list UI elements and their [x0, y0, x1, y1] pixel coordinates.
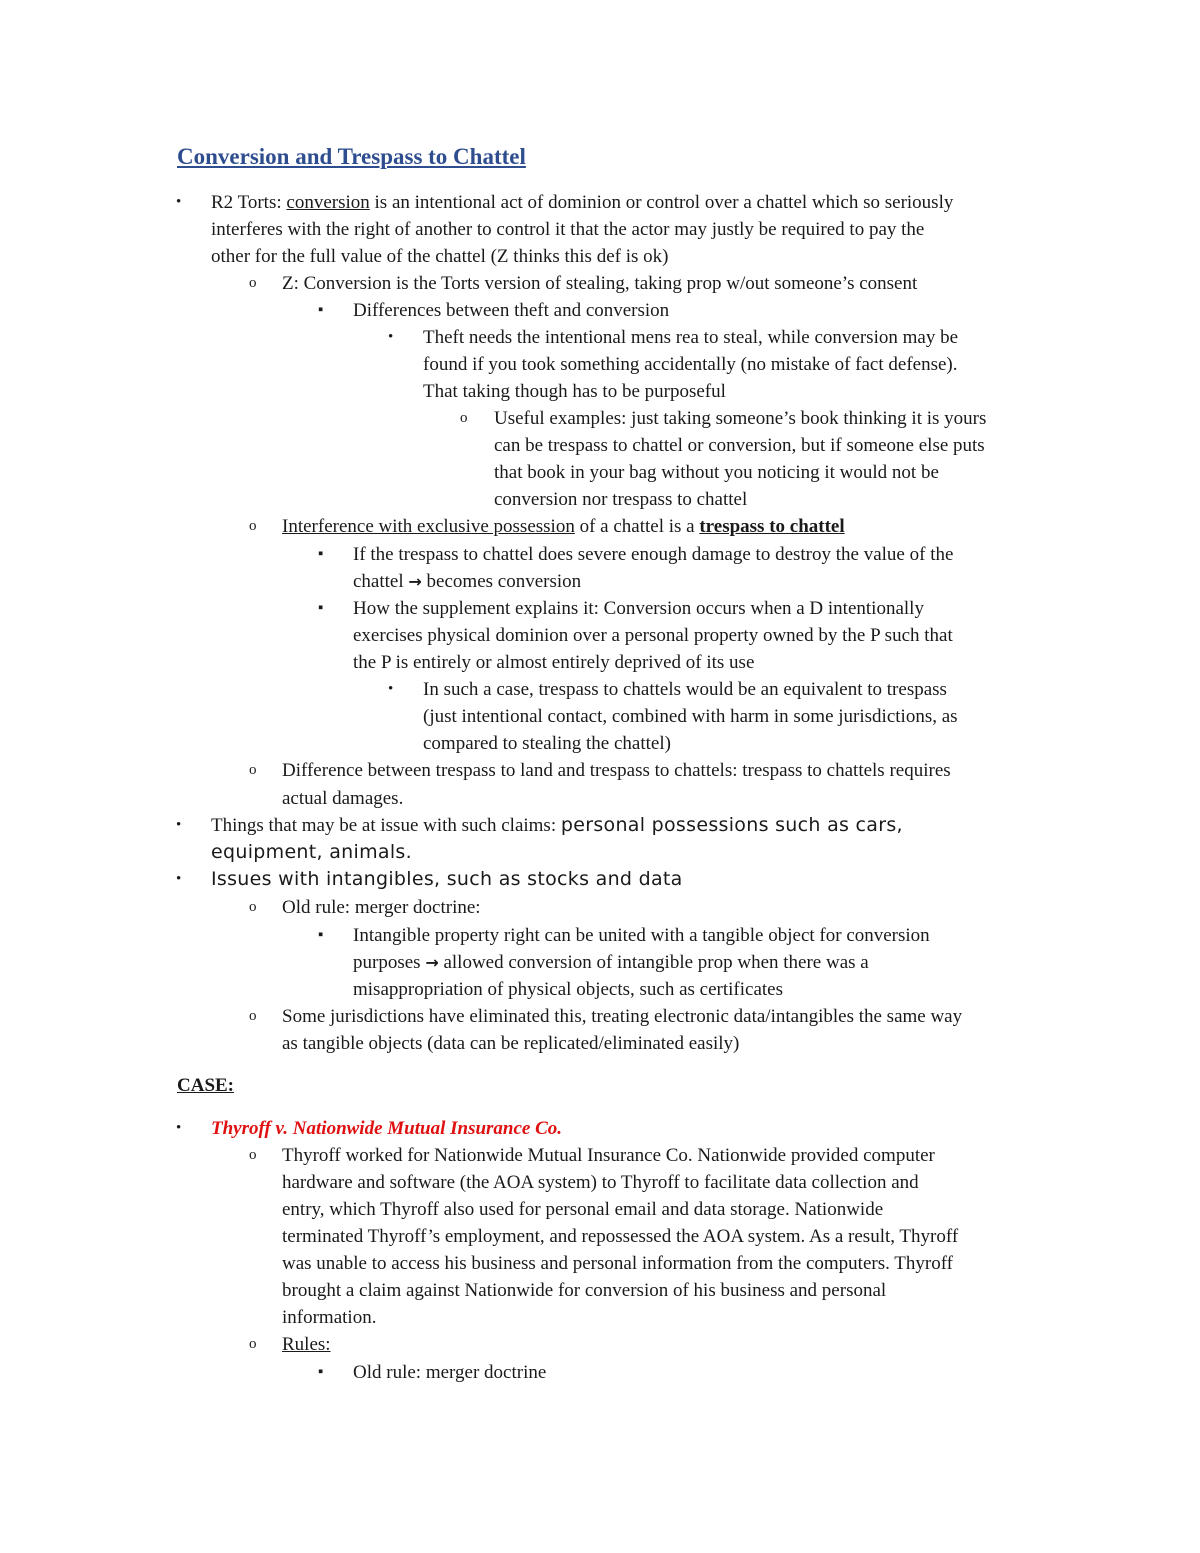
list-item: Things that may be at issue with such claims: personal possessions such as cars, [211, 814, 903, 836]
case-facts-line: was unable to access his business and personal information from the computers. Thyroff [282, 1253, 954, 1274]
bullet-icon: • [176, 1120, 182, 1136]
text-line: misappropriation of physical objects, such as certificates [353, 979, 784, 1000]
rules-label: Rules: [282, 1334, 331, 1355]
bullet-icon: ▪ [318, 1364, 324, 1380]
list-item: Useful examples: just taking someone’s book thinking it is yours [494, 408, 987, 429]
text-line: as tangible objects (data can be replicated/eliminated easily) [282, 1033, 740, 1054]
text-line: actual damages. [282, 788, 404, 809]
bullet-icon: o [249, 899, 257, 915]
list-item: Interference with exclusive possession of a chattel is a trespass to chattel [282, 516, 845, 537]
bullet-icon: • [388, 329, 394, 345]
list-item: Issues with intangibles, such as stocks and data [211, 868, 683, 890]
text-line: interferes with the right of another to control it that the actor may justly be required to pay the [211, 219, 925, 240]
bullet-icon: o [249, 1147, 257, 1163]
list-item: R2 Torts: conversion is an intentional act of dominion or control over a chattel which so seriously [211, 192, 954, 213]
text-line: conversion nor trespass to chattel [494, 489, 748, 510]
list-item: Theft needs the intentional mens rea to steal, while conversion may be [423, 327, 958, 348]
text-line: chattel → becomes conversion [353, 571, 582, 592]
text-line: found if you took something accidentally (no mistake of fact defense). [423, 354, 958, 375]
text-line: That taking though has to be purposeful [423, 381, 726, 402]
list-item: How the supplement explains it: Conversion occurs when a D intentionally [353, 598, 924, 619]
list-item: Old rule: merger doctrine [353, 1362, 547, 1383]
defined-term: conversion [286, 192, 370, 213]
case-facts-line: terminated Thyroff’s employment, and repossessed the AOA system. As a result, Thyroff [282, 1226, 959, 1247]
bullet-icon: ▪ [318, 927, 324, 943]
list-item: Difference between trespass to land and trespass to chattels: trespass to chattels requires [282, 760, 951, 781]
bullet-icon: o [249, 518, 257, 534]
list-item: Intangible property right can be united with a tangible object for conversion [353, 925, 930, 946]
text-line: equipment, animals. [211, 841, 412, 863]
bullet-icon: o [249, 275, 257, 291]
case-facts-line: hardware and software (the AOA system) to Thyroff to facilitate data collection and [282, 1172, 919, 1193]
list-item: Differences between theft and conversion [353, 300, 670, 321]
list-item: In such a case, trespass to chattels would be an equivalent to trespass [423, 679, 947, 700]
text-line: that book in your bag without you noticing it would not be [494, 462, 939, 483]
text-line: exercises physical dominion over a personal property owned by the P such that [353, 625, 953, 646]
bold-term: trespass to chattel [699, 516, 845, 537]
text-line: purposes → allowed conversion of intangible prop when there was a [353, 952, 869, 973]
bullet-icon: • [388, 681, 394, 697]
case-facts-line: brought a claim against Nationwide for conversion of his business and personal [282, 1280, 887, 1301]
case-facts-line: Thyroff worked for Nationwide Mutual Insurance Co. Nationwide provided computer [282, 1145, 935, 1166]
bullet-icon: ▪ [318, 546, 324, 562]
bullet-icon: o [249, 1336, 257, 1352]
bullet-icon: • [176, 817, 182, 833]
list-item: Old rule: merger doctrine: [282, 897, 481, 918]
bullet-icon: • [176, 871, 182, 887]
case-heading: CASE: [177, 1075, 235, 1096]
bullet-icon: o [249, 762, 257, 778]
text-line: other for the full value of the chattel (Z thinks this def is ok) [211, 246, 669, 267]
text-line: can be trespass to chattel or conversion, but if someone else puts [494, 435, 985, 456]
bullet-icon: ▪ [318, 302, 324, 318]
text-line: the P is entirely or almost entirely deprived of its use [353, 652, 755, 673]
page-title: Conversion and Trespass to Chattel [177, 144, 526, 169]
text-line: compared to stealing the chattel) [423, 733, 671, 754]
list-item: Z: Conversion is the Torts version of stealing, taking prop w/out someone’s consent [282, 273, 918, 294]
list-item: Some jurisdictions have eliminated this, treating electronic data/intangibles the same way [282, 1006, 963, 1027]
bullet-icon: ▪ [318, 600, 324, 616]
text-line: (just intentional contact, combined with harm in some jurisdictions, as [423, 706, 958, 727]
case-facts-line: entry, which Thyroff also used for personal email and data storage. Nationwide [282, 1199, 884, 1220]
arrow-right-icon: → [425, 953, 439, 972]
case-facts-line: information. [282, 1307, 377, 1328]
case-title: Thyroff v. Nationwide Mutual Insurance Co. [211, 1118, 563, 1139]
bullet-icon: o [249, 1008, 257, 1024]
bullet-icon: • [176, 194, 182, 210]
arrow-right-icon: → [408, 572, 422, 591]
bullet-icon: o [460, 410, 468, 426]
list-item: If the trespass to chattel does severe enough damage to destroy the value of the [353, 544, 954, 565]
